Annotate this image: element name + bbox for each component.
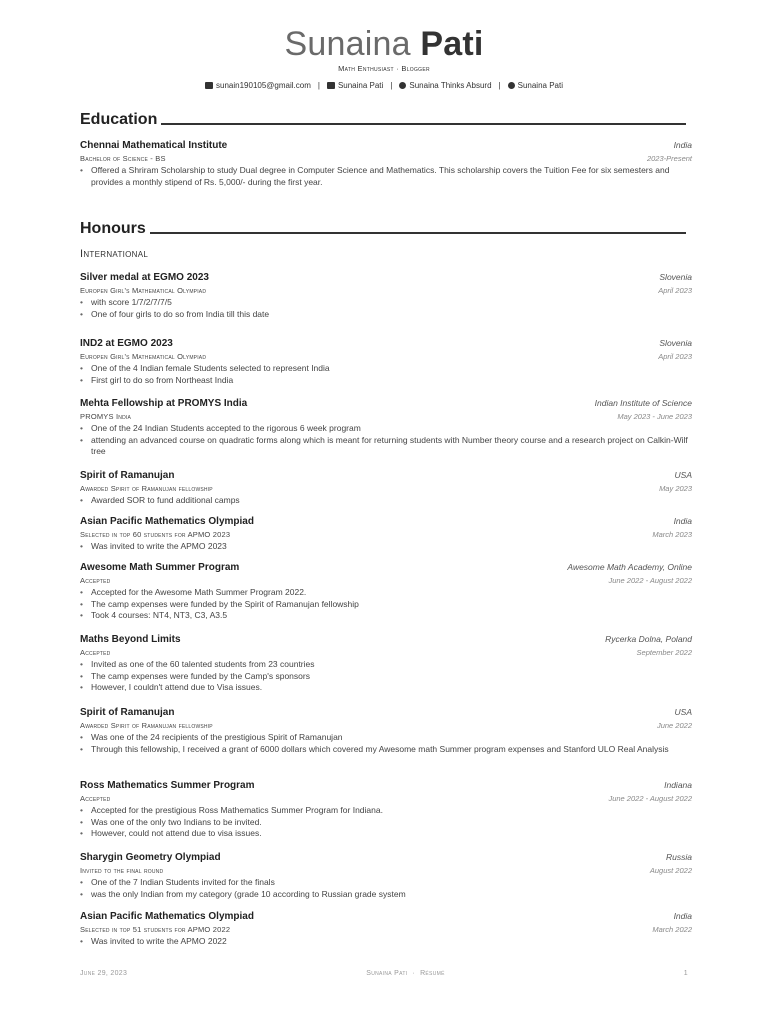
bullet-item: • was the only Indian from my category (grade 10 according to Russian grade system <box>80 889 692 901</box>
honour-entry <box>80 338 692 386</box>
footer-doc: Résumé <box>420 970 445 977</box>
bullet-item: • Offered a Shriram Scholarship to study Dual degree in Computer Science and Mathematics. This scholarship covers the Tuition Fee for six semesters and provides a monthly stipend of Rs. 5,000/- during the first year. <box>80 165 692 188</box>
bullet-item: • The camp expenses were funded by the Camp's sponsors <box>80 671 692 683</box>
bullet-item: • One of four girls to do so from India till this date <box>80 309 692 321</box>
linkedin-icon <box>327 82 335 89</box>
footer-dot: · <box>412 970 416 977</box>
subsection-international: International <box>80 248 149 260</box>
section-title-honours <box>80 220 686 238</box>
bullet-item: • First girl to do so from Northeast India <box>80 375 692 387</box>
entry-date: September 2022 <box>636 648 692 657</box>
entry-title: IND2 at EGMO 2023 <box>80 338 173 349</box>
honour-entry <box>80 562 692 622</box>
entry-date: June 2022 - August 2022 <box>608 794 692 803</box>
bullet-item: • Was invited to write the APMO 2022 <box>80 936 692 948</box>
bullet-item: • Accepted for the Awesome Math Summer Program 2022. <box>80 587 692 599</box>
honour-entry <box>80 707 692 755</box>
bullet-item: • Awarded SOR to fund additional camps <box>80 495 692 507</box>
education-entry <box>80 140 692 188</box>
entry-subtitle: Accepted <box>80 576 111 585</box>
entry-title: Mehta Fellowship at PROMYS India <box>80 398 248 409</box>
entry-date: June 2022 - August 2022 <box>608 576 692 585</box>
honour-entry <box>80 852 692 900</box>
entry-bullets <box>80 297 692 320</box>
contact-email-text: sunain190105@gmail.com <box>216 81 311 90</box>
entry-title: Spirit of Ramanujan <box>80 470 175 481</box>
entry-location: Indiana <box>664 780 692 790</box>
bullet-item: • attending an advanced course on quadratic forms along which is meant for returning students with Number theory course and a research project on Calkin-Wilf tree <box>80 435 692 458</box>
entry-location: USA <box>674 707 692 717</box>
entry-date: June 2022 <box>656 721 692 730</box>
contact-blog[interactable] <box>399 81 491 90</box>
envelope-icon <box>205 82 213 89</box>
entry-bullets <box>80 732 692 755</box>
bullet-item: • Invited as one of the 60 talented students from 23 countries <box>80 659 692 671</box>
entry-bullets <box>80 363 692 386</box>
honour-entry <box>80 911 692 948</box>
honour-entry <box>80 516 692 553</box>
last-name: Pati <box>420 25 484 63</box>
entry-bullets <box>80 659 692 694</box>
entry-date: March 2023 <box>652 530 692 539</box>
section-title-text: Honours <box>80 220 146 237</box>
contact-email[interactable] <box>205 81 311 90</box>
entry-subtitle: Accepted <box>80 648 111 657</box>
entry-location: India <box>673 911 692 921</box>
contact-blog-text: Sunaina Thinks Absurd <box>409 81 492 90</box>
honour-entry <box>80 634 692 694</box>
entry-date: March 2022 <box>652 925 692 934</box>
page-footer <box>80 970 688 977</box>
resume-header <box>0 24 768 90</box>
bullet-item: • One of the 4 Indian female Students selected to represent India <box>80 363 692 375</box>
entry-location: Indian Institute of Science <box>594 398 692 408</box>
entry-subtitle: Invited to the final round <box>80 866 164 875</box>
page-number: 1 <box>683 970 688 977</box>
entry-date: August 2022 <box>649 866 692 875</box>
entry-bullets <box>80 541 692 553</box>
entry-location: Rycerka Dolna, Poland <box>605 634 692 644</box>
quora-icon <box>508 82 515 89</box>
bullet-item: • Was one of the 24 recipients of the prestigious Spirit of Ramanujan <box>80 732 692 744</box>
entry-bullets <box>80 165 692 188</box>
bullet-item: • The camp expenses were funded by the Spirit of Ramanujan fellowship <box>80 599 692 611</box>
entry-date: May 2023 - June 2023 <box>617 412 692 421</box>
footer-date: June 29, 2023 <box>80 970 128 977</box>
contact-separator: | <box>498 81 501 90</box>
entry-location: USA <box>674 470 692 480</box>
bullet-item: • Accepted for the prestigious Ross Mathematics Summer Program for Indiana. <box>80 805 692 817</box>
first-name: Sunaina <box>284 25 411 63</box>
entry-subtitle: Awarded Spirit of Ramanujan fellowship <box>80 721 213 730</box>
contact-quora-text: Sunaina Pati <box>517 81 563 90</box>
bullet-item: • Was invited to write the APMO 2023 <box>80 541 692 553</box>
entry-title: Asian Pacific Mathematics Olympiad <box>80 911 254 922</box>
contact-linkedin-text: Sunaina Pati <box>337 81 384 90</box>
entry-subtitle: Europen Girl's Mathematical Olympiad <box>80 286 207 295</box>
entry-location: India <box>673 516 692 526</box>
contact-linkedin[interactable] <box>327 81 383 90</box>
entry-date: 2023-Present <box>646 154 692 163</box>
entry-bullets <box>80 877 692 900</box>
bullet-item: • Was one of the only two Indians to be invited. <box>80 817 692 829</box>
section-rule <box>161 123 686 125</box>
position-line: Math Enthusiast · Blogger <box>338 64 430 73</box>
contact-separator: | <box>390 81 393 90</box>
entry-location: Awesome Math Academy, Online <box>567 562 692 572</box>
entry-bullets <box>80 587 692 622</box>
entry-bullets <box>80 936 692 948</box>
entry-title: Chennai Mathematical Institute <box>80 140 228 151</box>
footer-center <box>366 970 444 977</box>
footer-name: Sunaina Pati <box>366 970 408 977</box>
entry-location: Slovenia <box>659 272 692 282</box>
bullet-item: • However, could not attend due to visa issues. <box>80 828 692 840</box>
entry-title: Silver medal at EGMO 2023 <box>80 272 209 283</box>
entry-date: April 2023 <box>658 286 692 295</box>
section-title-text: Education <box>80 111 158 128</box>
section-rule <box>150 232 686 234</box>
entry-title: Sharygin Geometry Olympiad <box>80 852 221 863</box>
entry-title: Awesome Math Summer Program <box>80 562 240 573</box>
bullet-item: • One of the 24 Indian Students accepted to the rigorous 6 week program <box>80 423 692 435</box>
entry-title: Spirit of Ramanujan <box>80 707 175 718</box>
contact-quora[interactable] <box>508 81 563 90</box>
entry-bullets <box>80 495 692 507</box>
entry-title: Maths Beyond Limits <box>80 634 181 645</box>
entry-subtitle: Selected in top 51 students for APMO 2022 <box>80 925 231 934</box>
honour-entry <box>80 780 692 840</box>
entry-subtitle: PROMYS India <box>80 412 132 421</box>
bullet-item: • However, I couldn't attend due to Visa issues. <box>80 682 692 694</box>
entry-location: Russia <box>666 852 692 862</box>
bullet-item: • One of the 7 Indian Students invited for the finals <box>80 877 692 889</box>
entry-subtitle: Awarded Spirit of Ramanujan fellowship <box>80 484 213 493</box>
section-title-education <box>80 111 686 129</box>
contact-list <box>0 81 768 90</box>
honour-entry <box>80 398 692 458</box>
bullet-item: • Took 4 courses: NT4, NT3, C3, A3.5 <box>80 610 692 622</box>
contact-separator: | <box>317 81 320 90</box>
honour-entry <box>80 470 692 507</box>
blog-icon <box>399 82 406 89</box>
entry-subtitle: Accepted <box>80 794 111 803</box>
entry-bullets <box>80 805 692 840</box>
entry-location: India <box>673 140 692 150</box>
bullet-item: • with score 1/7/2/7/7/5 <box>80 297 692 309</box>
entry-subtitle: Bachelor of Science - BS <box>80 154 166 163</box>
entry-date: May 2023 <box>659 484 692 493</box>
entry-location: Slovenia <box>659 338 692 348</box>
entry-subtitle: Europen Girl's Mathematical Olympiad <box>80 352 207 361</box>
entry-date: April 2023 <box>658 352 692 361</box>
honour-entry <box>80 272 692 320</box>
full-name <box>0 24 768 64</box>
bullet-item: • Through this fellowship, I received a grant of 6000 dollars which covered my Awesome math Summer program expenses and Stanford ULO Real Analysis <box>80 744 692 756</box>
entry-subtitle: Selected in top 60 students for APMO 2023 <box>80 530 231 539</box>
entry-bullets <box>80 423 692 458</box>
entry-title: Ross Mathematics Summer Program <box>80 780 255 791</box>
entry-title: Asian Pacific Mathematics Olympiad <box>80 516 254 527</box>
